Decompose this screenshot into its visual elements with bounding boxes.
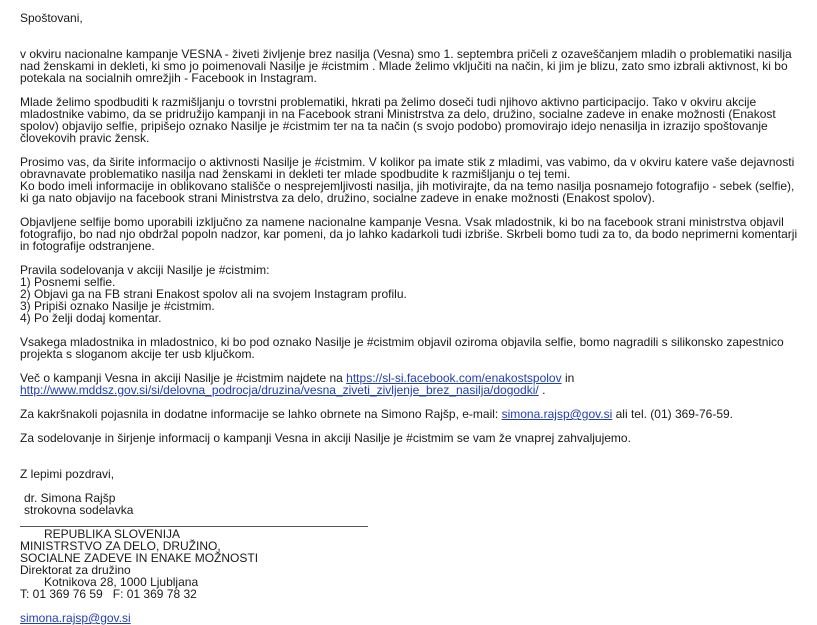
rules-list	[20, 264, 800, 324]
rule-item: 4) Po želji dodaj komentar.	[20, 311, 162, 325]
paragraph-motivation: Ko bodo imeli informacije in oblikovano stališče o nesprejemljivosti nasilja, jih motivirajte, da na temo nasilja posnamejo fotografijo - sebek (selfie), ki ga nato objavijo na facebook strani Ministrstva za delo, družino, socialne zadeve in enake možnosti (Enakost spolov).	[20, 179, 795, 205]
rule-item: 1) Posnemi selfie.	[20, 275, 116, 289]
paragraph-more-info: Več o kampanji Vesna in akciji Nasilje je #cistmim najdete na https://sl-si.facebook.com/enakostspolov in http://www.mddsz.gov.si/si/delovna_podrocja/druzina/vesna_ziveti_zivljenje_brez_nasilja/dogodki/ .	[20, 371, 575, 397]
signature-org: REPUBLIKA SLOVENIJA	[44, 527, 181, 541]
closing: Z lepimi pozdravi,	[20, 467, 115, 481]
signature-phone: T: 01 369 76 59 F: 01 369 78 32	[20, 587, 197, 601]
signature-name: dr. Simona Rajšp	[24, 491, 116, 505]
paragraph-intro: v okviru nacionalne kampanje VESNA - živeti življenje brez nasilja (Vesna) smo 1. septembra pričeli z ozaveščanjem mladih o problematiki nasilja nad ženskami in dekleti, ki smo jo poimenovali Nasilje je #cistmim . Mlade želimo vključiti na način, ki jim je blizu, zato smo izbrali aktivnost, ki bo potekala na socialnih omrežjih - Facebook in Instagram.	[20, 47, 792, 85]
signature-email	[20, 612, 800, 624]
greeting: Spoštovani,	[20, 11, 83, 25]
rule-item: 2) Objavi ga na FB strani Enakost spolov ali na svojem Instagram profilu.	[20, 287, 407, 301]
signature-ministry-cont: SOCIALNE ZADEVE IN ENAKE MOŽNOSTI	[20, 551, 259, 565]
paragraph-request: Prosimo vas, da širite informacijo o aktivnosti Nasilje je #cistmim. V kolikor pa imate stik z mladimi, vas vabimo, da v okviru katere vaše dejavnosti obravnavate problematiko nasilja nad ženskami in dekleti ter mlade spodbudite k razmišljanju o tej temi.	[20, 155, 795, 181]
paragraph-participation: Mlade želimo spodbuditi k razmišljanju o tovrstni problematiki, hkrati pa želimo doseči tudi njihovo aktivno participacijo. Tako v okviru akcije mladostnike vabimo, da se pridružijo kampanji in na Facebook strani Ministrstva za delo, družino, socialne zadeve in enake možnosti (Enakost spolov) objavijo selfie, pripišejo oznako Nasilje je #cistmim ter na ta način (s svojo podobo) promovirajo idejo nenasilja in izrazijo spoštovanje človekovih pravic žensk.	[20, 95, 776, 145]
contact-email-link[interactable]: simona.rajsp@gov.si	[501, 407, 613, 421]
paragraph-privacy: Objavljene selfije bomo uporabili izključno za namene nacionalne kampanje Vesna. Vsak mladostnik, ki bo na facebook strani ministrstva objavil fotografijo, bo nad njo obdržal popoln nadzor, kar pomeni, da jo lahko kadarkoli tudi izbriše. Skrbeli bomo tudi za to, da bodo neprimerni komentarji in fotografije odstranjene.	[20, 215, 798, 253]
signature-department: Direktorat za družino	[20, 563, 131, 577]
paragraph-thanks: Za sodelovanje in širjenje informacij o kampanji Vesna in akciji Nasilje je #cistmim se vam že vnaprej zahvaljujemo.	[20, 431, 631, 445]
signature-role: strokovna sodelavka	[24, 503, 134, 517]
signature-address: Kotnikova 28, 1000 Ljubljana	[44, 575, 199, 589]
rule-item: 3) Pripiši oznako Nasilje je #cistmim.	[20, 299, 215, 313]
paragraph-reward: Vsakega mladostnika in mladostnico, ki bo pod oznako Nasilje je #cistmim objavil oziroma objavila selfie, bomo nagradili s silikonsko zapestnico projekta s sloganom akcije ter usb ključkom.	[20, 335, 784, 361]
signature-email-link[interactable]: simona.rajsp@gov.si	[20, 611, 131, 625]
ministry-link[interactable]: http://www.mddsz.gov.si/si/delovna_podrocja/druzina/vesna_ziveti_zivljenje_brez_nasilja/dogodki/	[20, 383, 539, 397]
email-body	[20, 12, 800, 624]
facebook-link[interactable]: https://sl-si.facebook.com/enakostspolov	[346, 371, 562, 385]
rules-title: Pravila sodelovanja v akciji Nasilje je #cistmim:	[20, 263, 270, 277]
signature-ministry: MINISTRSTVO ZA DELO, DRUŽINO,	[20, 539, 221, 553]
paragraph-contact: Za kakršnakoli pojasnila in dodatne informacije se lahko obrnete na Simono Rajšp, e-mail: simona.rajsp@gov.si ali tel. (01) 369-76-59.	[20, 407, 733, 421]
signature-block	[20, 492, 800, 624]
